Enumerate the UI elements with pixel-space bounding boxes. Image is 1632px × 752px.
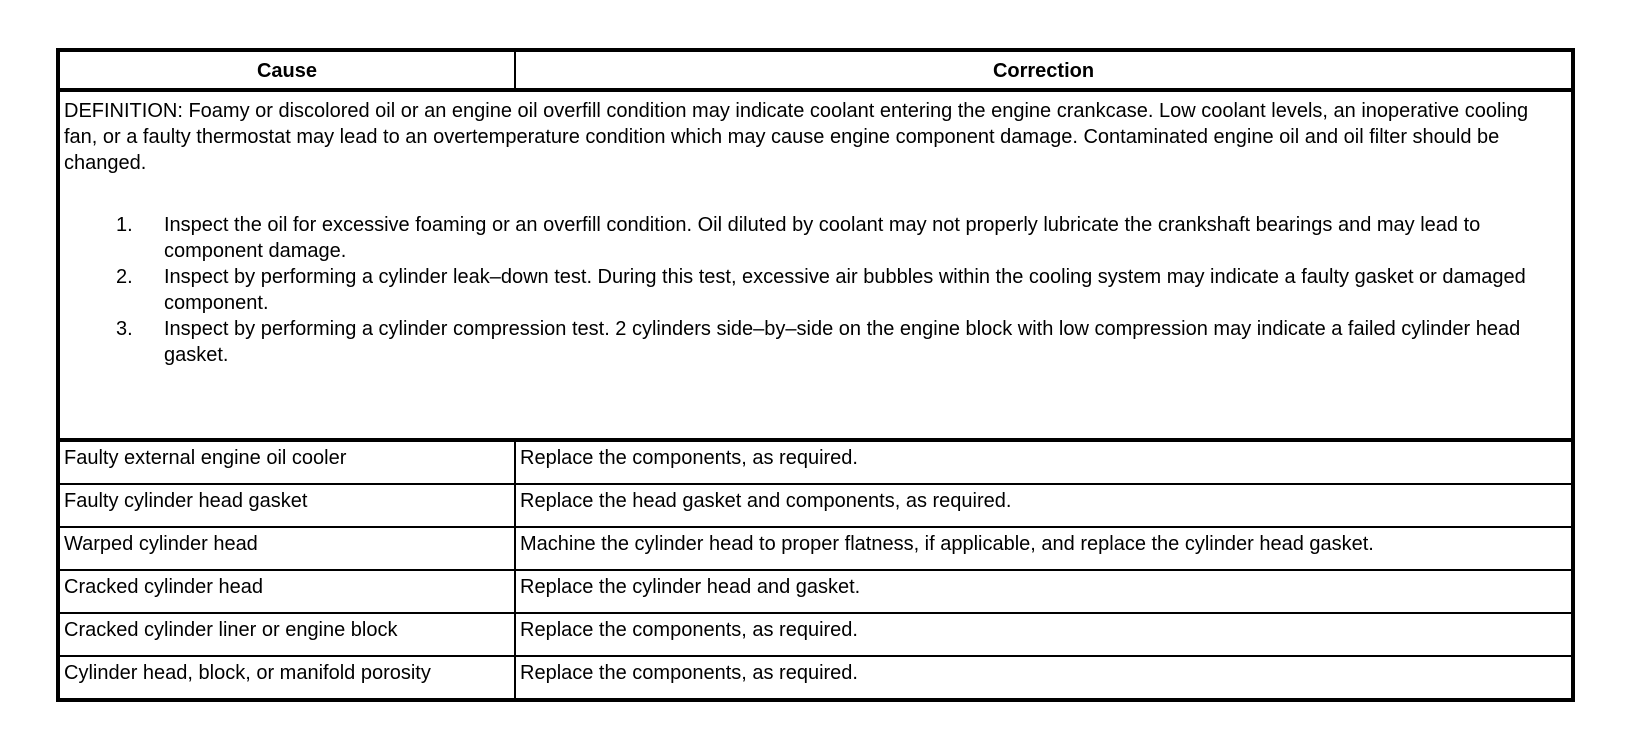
cause-cell: Cracked cylinder head — [58, 570, 515, 613]
correction-cell: Replace the head gasket and components, as required. — [515, 484, 1573, 527]
inspection-steps — [64, 212, 1565, 368]
header-row — [58, 50, 1573, 90]
step-item — [64, 212, 1565, 264]
definition-text: DEFINITION: Foamy or discolored oil or an engine oil overfill condition may indicate coolant entering the engine crankcase. Low coolant levels, an inoperative cooling fan, or a faulty thermostat may lead to an overtemperature condition which may cause engine component damage. Contaminated engine oil and oil filter should be changed. — [64, 100, 1529, 174]
correction-cell: Replace the cylinder head and gasket. — [515, 570, 1573, 613]
step-item — [64, 316, 1565, 368]
table-row — [58, 527, 1573, 570]
definition-row — [58, 90, 1573, 440]
correction-cell: Replace the components, as required. — [515, 613, 1573, 656]
correction-cell: Machine the cylinder head to proper flatness, if applicable, and replace the cylinder head gasket. — [515, 527, 1573, 570]
step-number: 3. — [116, 318, 133, 340]
table-row — [58, 656, 1573, 700]
cause-cell: Faulty cylinder head gasket — [58, 484, 515, 527]
cause-cell: Cylinder head, block, or manifold porosity — [58, 656, 515, 700]
step-number: 1. — [116, 214, 133, 236]
table-row — [58, 570, 1573, 613]
step-text: Inspect by performing a cylinder leak–down test. During this test, excessive air bubbles within the cooling system may indicate a faulty gasket or damaged component. — [164, 266, 1526, 314]
step-text: Inspect by performing a cylinder compression test. 2 cylinders side–by–side on the engine block with low compression may indicate a failed cylinder head gasket. — [164, 318, 1521, 366]
step-item — [64, 264, 1565, 316]
table-row — [58, 440, 1573, 484]
definition-cell — [58, 90, 1573, 440]
table-row — [58, 484, 1573, 527]
cause-cell: Faulty external engine oil cooler — [58, 440, 515, 484]
correction-cell: Replace the components, as required. — [515, 440, 1573, 484]
step-number: 2. — [116, 266, 133, 288]
step-text: Inspect the oil for excessive foaming or an overfill condition. Oil diluted by coolant may not properly lubricate the crankshaft bearings and may lead to component damage. — [164, 214, 1481, 262]
table-row — [58, 613, 1573, 656]
correction-cell: Replace the components, as required. — [515, 656, 1573, 700]
diagnostic-table — [56, 48, 1575, 702]
cause-cell: Warped cylinder head — [58, 527, 515, 570]
cause-header: Cause — [58, 50, 515, 90]
correction-header: Correction — [515, 50, 1573, 90]
cause-cell: Cracked cylinder liner or engine block — [58, 613, 515, 656]
